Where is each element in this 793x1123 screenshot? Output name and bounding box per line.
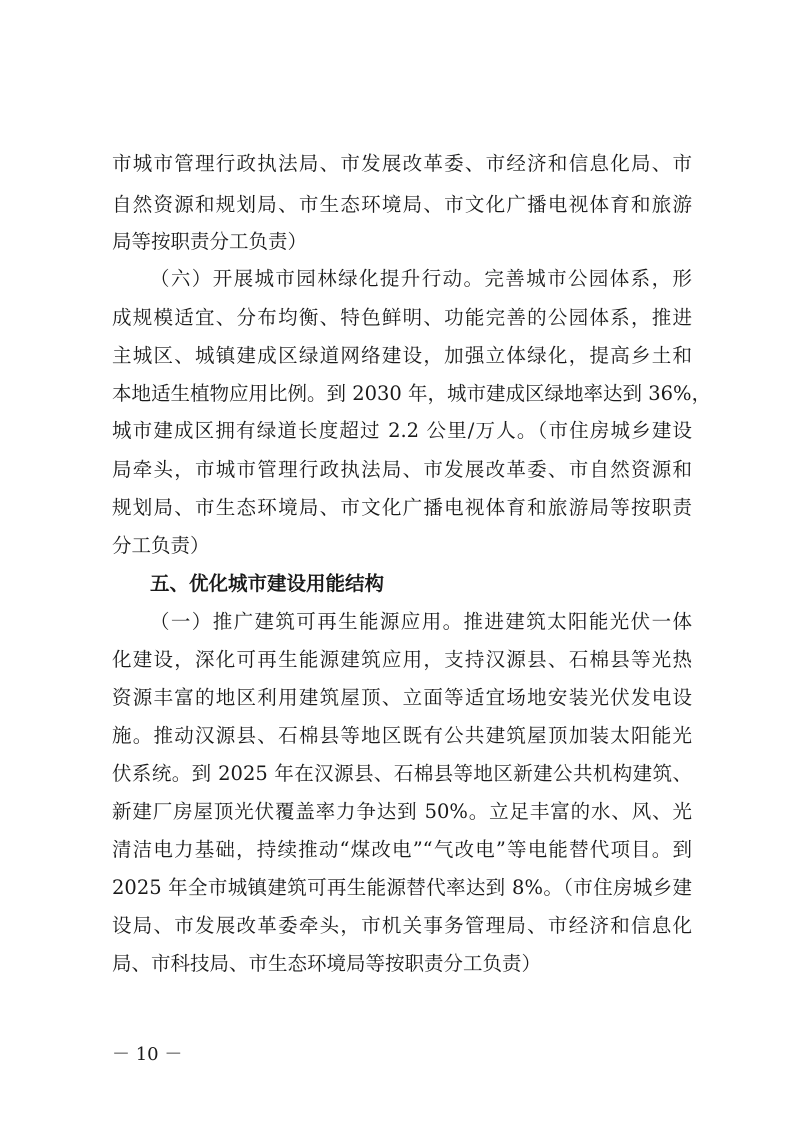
text-line: 本地适生植物应用比例。到 2030 年，城市建成区绿地率达到 36%， (112, 382, 712, 405)
text-line: 局、市科技局、市生态环境局等按职责分工负责） (112, 952, 542, 975)
text-line: 化建设，深化可再生能源建筑应用，支持汉源县、石棉县等光热 (112, 648, 692, 671)
text-line: 自然资源和规划局、市生态环境局、市文化广播电视体育和旅游 (112, 193, 692, 216)
text-line: 设局、市发展改革委牵头，市机关事务管理局、市经济和信息化 (112, 914, 692, 937)
section-heading: 五、优化城市建设用能结构 (150, 572, 385, 595)
text-line: 资源丰富的地区利用建筑屋顶、立面等适宜场地安装光伏发电设 (112, 686, 692, 709)
text-line: 成规模适宜、分布均衡、特色鲜明、功能完善的公园体系，推进 (112, 306, 692, 329)
text-line: 新建厂房屋顶光伏覆盖率力争达到 50%。立足丰富的水、风、光 (112, 800, 692, 823)
text-line: 主城区、城镇建成区绿道网络建设，加强立体绿化，提高乡土和 (112, 344, 692, 367)
text-line: 分工负责） (112, 534, 210, 557)
text-line: （六）开展城市园林绿化提升行动。完善城市公园体系，形 (150, 267, 692, 290)
text-line: 2025 年全市城镇建筑可再生能源替代率达到 8%。（市住房城乡建 (112, 876, 692, 899)
text-line: （一）推广建筑可再生能源应用。推进建筑太阳能光伏一体 (150, 610, 692, 633)
text-line: 市城市管理行政执法局、市发展改革委、市经济和信息化局、市 (112, 152, 692, 175)
text-line: 局等按职责分工负责） (112, 230, 308, 253)
text-line: 清洁电力基础，持续推动“煤改电”“气改电”等电能替代项目。到 (112, 838, 692, 861)
page-number: － 10 － (112, 1044, 183, 1065)
text-line: 城市建成区拥有绿道长度超过 2.2 公里/万人。（市住房城乡建设 (112, 419, 692, 442)
text-line: 施。推动汉源县、石棉县等地区既有公共建筑屋顶加装太阳能光 (112, 724, 692, 747)
text-line: 规划局、市生态环境局、市文化广播电视体育和旅游局等按职责 (112, 496, 692, 519)
text-line: 伏系统。到 2025 年在汉源县、石棉县等地区新建公共机构建筑、 (112, 762, 692, 785)
text-line: 局牵头，市城市管理行政执法局、市发展改革委、市自然资源和 (112, 458, 692, 481)
